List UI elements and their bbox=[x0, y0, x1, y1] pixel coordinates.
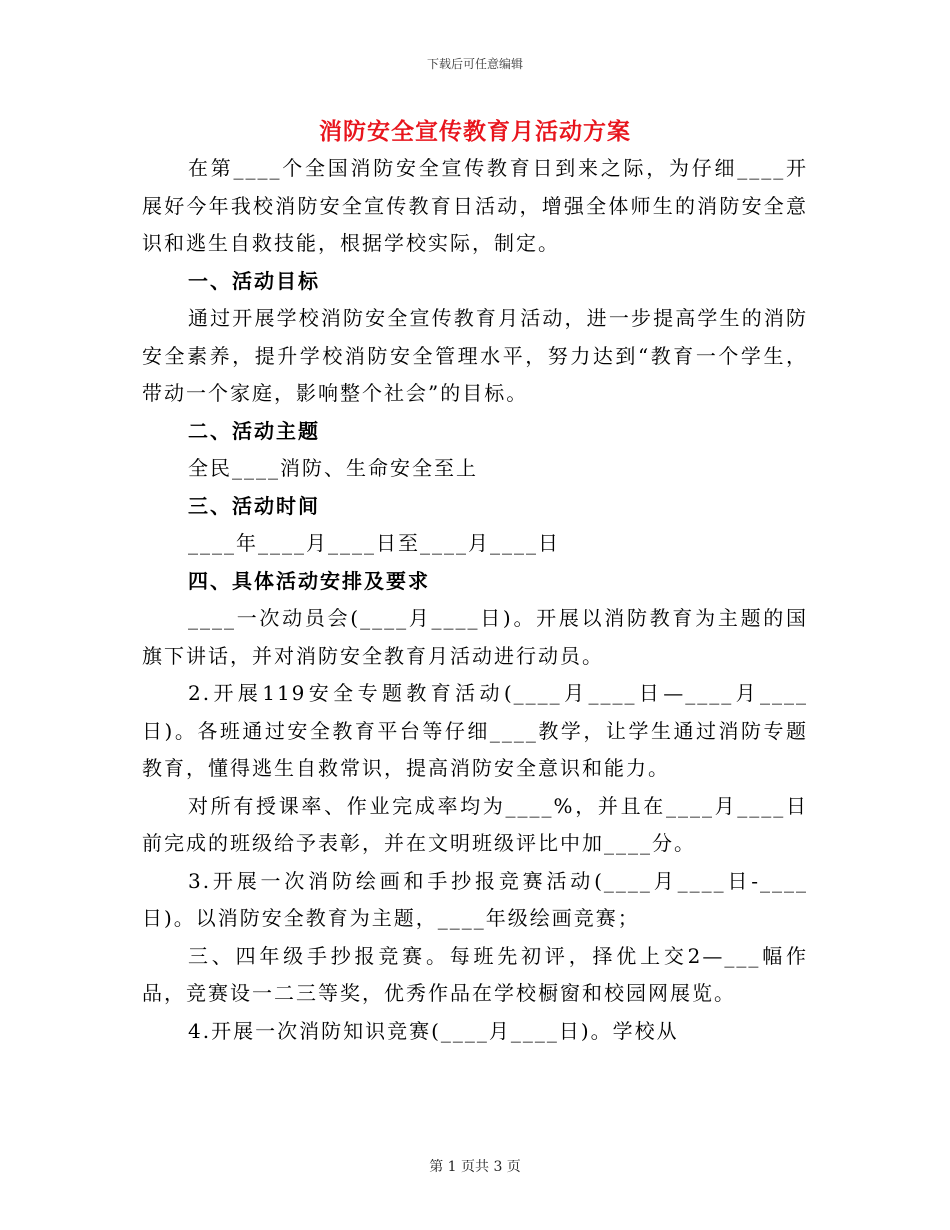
paragraph-handwritten-contest: 三、四年级手抄报竞赛。每班先初评，择优上交2—___幅作品，竞赛设一二三等奖，优秀作品在学校橱窗和校园网展览。 bbox=[142, 943, 808, 1005]
document-title: 消防安全宣传教育月活动方案 bbox=[319, 118, 631, 145]
paragraph-item-4: 4.开展一次消防知识竞赛(____月____日)。学校从 bbox=[188, 1018, 679, 1043]
paragraph-commendation: 对所有授课率、作业完成率均为____%，并且在____月____日前完成的班级给予表彰，并在文明班级评比中加____分。 bbox=[142, 793, 808, 855]
paragraph-item-3: 3.开展一次消防绘画和手抄报竞赛活动(____月____日-____日)。以消防安全教育为主题，____年级绘画竞赛； bbox=[142, 868, 808, 930]
paragraph-theme: 全民____消防、生命安全至上 bbox=[188, 456, 478, 480]
section-heading-theme: 二、活动主题 bbox=[188, 418, 320, 443]
header-note: 下载后可任意编辑 bbox=[426, 57, 523, 71]
section-heading-time: 三、活动时间 bbox=[188, 493, 320, 518]
paragraph-mobilization: ____一次动员会(____月____日)。开展以消防教育为主题的国旗下讲话，并对消防安全教育月活动进行动员。 bbox=[142, 606, 808, 668]
paragraph-goals: 通过开展学校消防安全宣传教育月活动，进一步提高学生的消防安全素养，提升学校消防安全管理水平，努力达到“教育一个学生，带动一个家庭，影响整个社会”的目标。 bbox=[142, 306, 808, 405]
paragraph-time: ____年____月____日至____月____日 bbox=[188, 531, 560, 555]
paragraph-intro: 在第____个全国消防安全宣传教育日到来之际，为仔细____开展好今年我校消防安全宣传教育日活动，增强全体师生的消防安全意识和逃生自救技能，根据学校实际，制定。 bbox=[142, 156, 808, 255]
page-footer: 第 1 页共 3 页 bbox=[429, 1159, 521, 1175]
document-body bbox=[142, 150, 808, 1050]
paragraph-item-2: 2.开展119安全专题教育活动(____月____日—____月____日)。各班通过安全教育平台等仔细____教学，让学生通过消防专题教育，懂得逃生自救常识，提高消防安全意识和能力。 bbox=[142, 681, 808, 780]
section-heading-arrangements: 四、具体活动安排及要求 bbox=[188, 568, 430, 593]
section-heading-goals: 一、活动目标 bbox=[188, 268, 320, 293]
